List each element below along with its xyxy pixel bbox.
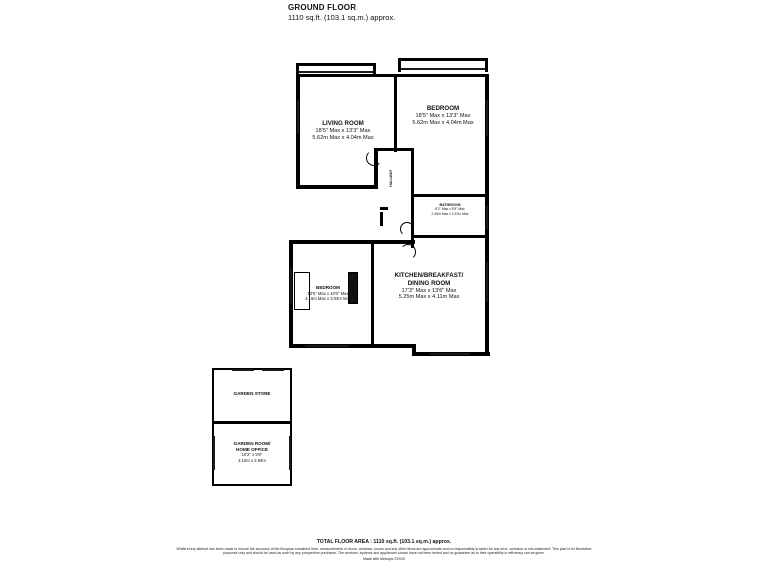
room-dim-metric-living-room: 5.62m Max x 4.04m Max	[312, 134, 374, 141]
room-dim-imperial-bathroom: 8'2" Max x 8'5" Max	[435, 207, 465, 212]
room-dim-metric-bathroom: 2.49m Max x 2.57m Max	[431, 211, 469, 216]
floorplan-footer	[0, 538, 768, 562]
room-dim-metric-kitchen: 5.25m Max x 4.11m Max	[398, 294, 460, 301]
room-dim-metric-bedroom-2: 4.10m Max x 3.04m Max	[305, 295, 351, 301]
wall-left-hall	[296, 185, 378, 189]
room-name-hallway: HALLWAY	[388, 169, 393, 187]
room-dim-imperial-living-room: 18'5" Max x 13'3" Max	[315, 127, 371, 134]
door-kitchen	[400, 244, 416, 260]
room-name-living-room: LIVING ROOM	[322, 120, 364, 127]
wall-hall-upper-right	[411, 148, 414, 170]
wall-bathroom-top	[411, 194, 489, 197]
room-label-garden-store	[212, 391, 292, 397]
room-name-bathroom: BATHROOM	[439, 203, 461, 207]
room-label-hallway	[389, 161, 393, 195]
room-dim-imperial-bedroom-2: 13'5" Max x 10'0" Max	[307, 290, 349, 296]
page-title: GROUND FLOOR	[288, 3, 357, 12]
room-name-bedroom-2: BEDROOM	[316, 285, 340, 290]
window-bedroom-bay	[401, 68, 485, 70]
room-dim-metric-garden-room: 3.10m x 2.94m	[238, 457, 266, 463]
door-bathroom	[400, 222, 414, 236]
window-garden-store-top-2	[262, 369, 284, 371]
room-name-bedroom-1: BEDROOM	[426, 105, 460, 112]
window-living-bay	[299, 71, 373, 73]
room-label-garden-room	[210, 441, 294, 463]
room-label-bathroom	[408, 203, 492, 216]
total-floor-area: TOTAL FLOOR AREA : 1110 sq.ft. (103.1 sq.m.) approx.	[316, 538, 452, 545]
floorplan-header	[288, 2, 395, 23]
room-dim-imperial-bedroom-1: 18'5" Max x 13'3" Max	[415, 112, 471, 119]
wall-outbuilding-divider	[212, 421, 292, 424]
wall-living-bay-top	[296, 63, 376, 66]
wall-bedroom-bay-top	[398, 58, 488, 61]
room-dim-imperial-kitchen: 17'3" Max x 13'6" Max	[401, 287, 457, 294]
disclaimer-text: Whilst every attempt has been made to ensure the accuracy of the floorplan contained here, measurements of doors, windows, rooms and any other items are approximate and no responsibility is taken for any error, omission or mis-statement. This plan is for illustrative purposes only and should be used as such by any prospective purchaser. The services, systems and appliances shown have not been tested and no guarantee as to their operability or efficiency can be given.	[176, 546, 592, 556]
room-label-bedroom-2	[286, 285, 370, 301]
window-bedroom2-rear	[305, 345, 349, 347]
made-with-credit: Made with Metropix ©2019	[363, 557, 405, 561]
window-kitchen-rear	[430, 353, 470, 355]
wall-hall-jamb-2	[380, 212, 383, 226]
outbuilding-outline	[212, 368, 292, 486]
room-name-garden-store: GARDEN STORE	[233, 391, 271, 396]
room-dim-imperial-garden-room: 10'2" x 9'8"	[241, 452, 263, 458]
room-label-bedroom-1	[383, 105, 503, 127]
wall-mid-horizontal	[289, 240, 415, 244]
wall-bedroom-bay-right	[485, 58, 488, 72]
door-living-hall	[366, 150, 382, 166]
room-name-garden-room-line1: GARDEN ROOM/	[233, 441, 271, 446]
wall-front-top	[296, 74, 488, 77]
page-subtitle: 1110 sq.ft. (103.1 sq.m.) approx.	[288, 13, 396, 22]
room-name-kitchen-line2: DINING ROOM	[407, 279, 451, 287]
wall-hall-jamb-1	[380, 207, 388, 210]
wall-bathroom-bottom	[411, 235, 489, 238]
room-name-kitchen-line1: KITCHEN/BREAKFAST/	[394, 272, 464, 279]
window-garden-store-top-1	[232, 369, 254, 371]
room-name-garden-room-line2: HOME OFFICE	[236, 446, 268, 452]
room-label-kitchen	[370, 272, 488, 301]
room-dim-metric-bedroom-1: 5.62m Max x 4.04m Max	[412, 119, 474, 126]
